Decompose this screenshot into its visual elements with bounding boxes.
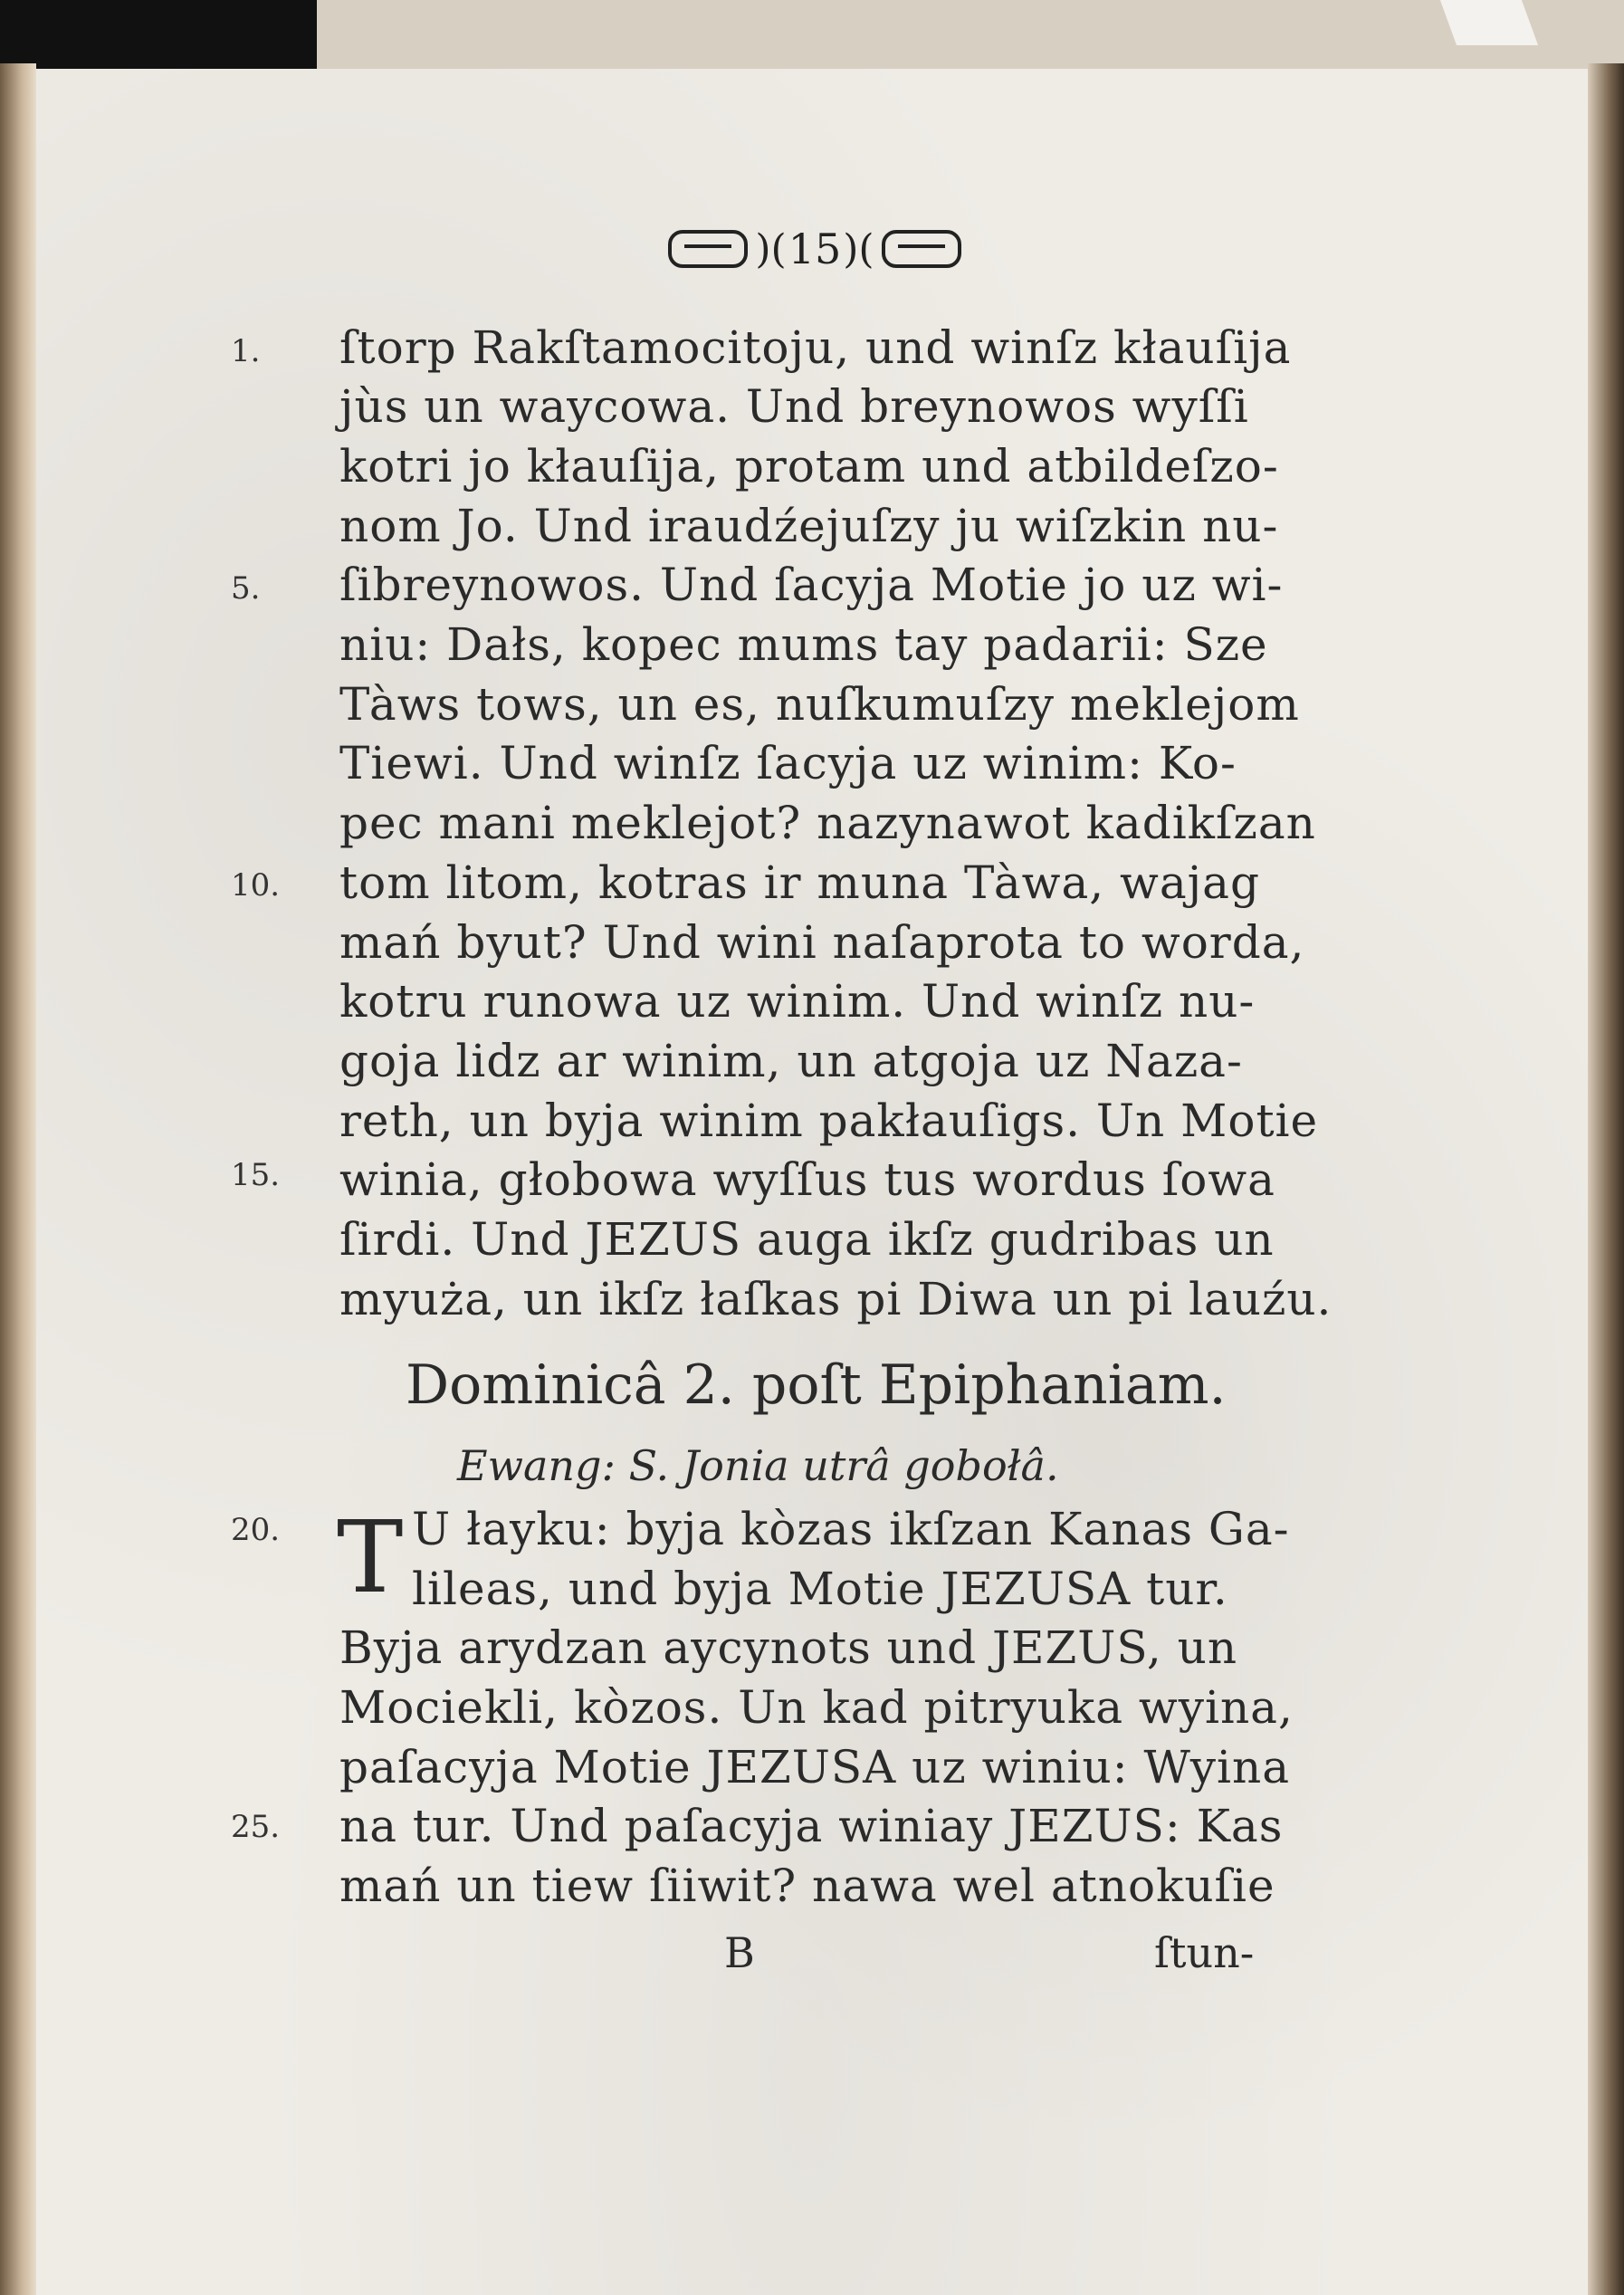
text-line: Byja arydzan aycynots und JEZUS, un — [339, 1621, 1238, 1674]
section-heading: Dominicâ 2. poſt Epiphaniam. — [406, 1353, 1227, 1417]
scan-background-paper — [317, 0, 1624, 72]
text-line: Mociekli, kòzos. Un kad pitryuka wyina, — [339, 1681, 1294, 1734]
page-left-edge — [0, 63, 36, 2295]
text-line: ſirdi. Und JEZUS auga ikſz gudribas un — [339, 1213, 1275, 1266]
text-line: winia, głobowa wyſſus tus wordus ſowa — [339, 1153, 1275, 1206]
text-line: paſacyja Motie JEZUSA uz winiu: Wyina — [339, 1741, 1291, 1793]
text-line: jùs un waycowa. Und breynowos wyſſi — [339, 380, 1249, 433]
text-line: nom Jo. Und iraudźejuſzy ju wiſzkin nu- — [339, 500, 1279, 552]
signature-mark: B — [724, 1928, 755, 1977]
text-line: Tiewi. Und winſz ſacyja uz winim: Ko- — [339, 737, 1237, 789]
text-line: na tur. Und paſacyja winiay JEZUS: Kas — [339, 1800, 1284, 1852]
text-line: goja lidz ar winim, un atgoja uz Naza- — [339, 1035, 1243, 1087]
text-line: ſibreynowos. Und ſacyja Motie jo uz wi- — [339, 559, 1284, 611]
text-line: ſtorp Rakſtamocitoju, und winſz kłauſija — [339, 321, 1292, 374]
text-line: U łayku: byja kòzas ikſzan Kanas Ga- — [412, 1503, 1290, 1555]
page-header — [543, 217, 1086, 281]
line-number: 20. — [231, 1512, 281, 1548]
text-line: kotri jo kłauſija, protam und atbildeſzo- — [339, 440, 1279, 492]
text-line: niu: Dałs, kopec mums tay padarii: Sze — [339, 618, 1268, 671]
header-left-paren: )( — [755, 225, 787, 273]
page-right-edge — [1588, 63, 1624, 2295]
scan-background-dark — [0, 0, 326, 71]
ornament-left-icon — [668, 230, 748, 268]
text-line: kotru runowa uz winim. Und winſz nu- — [339, 975, 1256, 1028]
page-number: 15 — [788, 225, 842, 273]
line-number: 10. — [231, 867, 281, 904]
line-number: 5. — [231, 570, 261, 607]
text-line: Tàws tows, un es, nuſkumuſzy meklejom — [339, 678, 1300, 731]
text-line: lileas, und byja Motie JEZUSA tur. — [412, 1563, 1228, 1615]
section-subheading: Ewang: S. Jonia utrâ gobołâ. — [457, 1441, 1059, 1490]
text-line: reth, un byja winim pakłauſigs. Un Motie — [339, 1095, 1319, 1147]
text-line: pec mani meklejot? nazynawot kadikſzan — [339, 797, 1316, 849]
paper-corner — [1440, 0, 1538, 45]
line-number: 15. — [231, 1157, 281, 1193]
header-right-paren: )( — [843, 225, 874, 273]
line-number: 25. — [231, 1809, 281, 1845]
ornament-right-icon — [882, 230, 961, 268]
line-number: 1. — [231, 333, 261, 369]
drop-cap: T — [337, 1499, 404, 1615]
text-line: mań byut? Und wini naſaprota to worda, — [339, 916, 1305, 969]
text-line: tom litom, kotras ir muna Tàwa, wajag — [339, 856, 1260, 909]
text-line: mań un tiew ſiiwit? nawa wel atnokuſie — [339, 1860, 1275, 1912]
text-line: myuża, un ikſz łaſkas pi Diwa un pi lauźu. — [339, 1273, 1333, 1325]
catchword: ſtun- — [1154, 1928, 1255, 1977]
